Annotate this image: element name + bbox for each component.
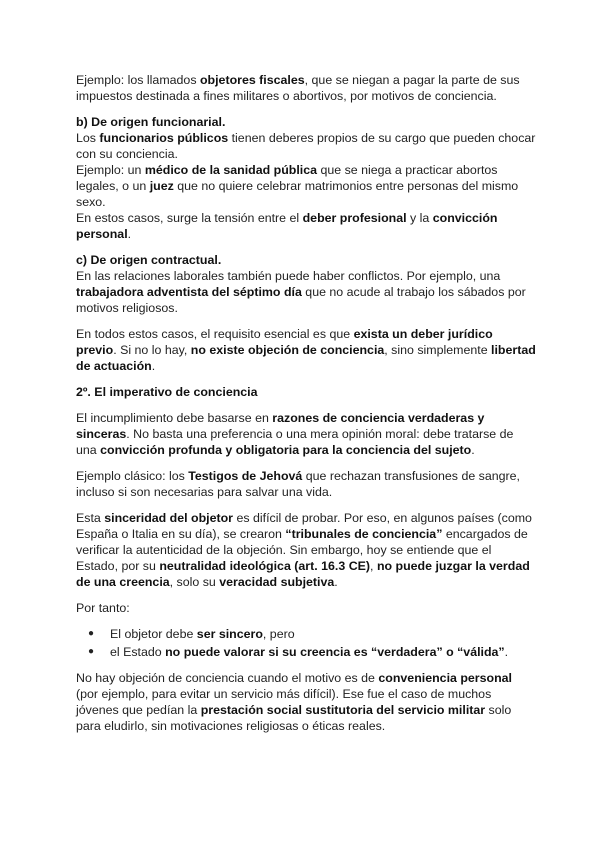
list-item: ● El objetor debe ser sincero, pero	[88, 627, 295, 641]
paragraph-por-tanto: Por tanto:	[76, 601, 130, 615]
paragraph-incumplimiento: El incumplimiento debe basarse en razones de conciencia verdaderas y sinceras. No basta una preferencia o una mera opinión moral: debe tratarse de una convicción profunda y obligatoria para la conciencia del sujeto.	[76, 411, 514, 457]
paragraph-requisito-esencial: En todos estos casos, el requisito esencial es que exista un deber jurídico previo. Si no lo hay, no existe objeción de conciencia, sino simplemente libertad de actuación.	[76, 327, 536, 373]
heading-origen-funcionarial: b) De origen funcionarial.	[76, 115, 226, 129]
bullet-icon: ●	[88, 646, 95, 657]
paragraph-testigos-jehova: Ejemplo clásico: los Testigos de Jehová que rechazan transfusiones de sangre, incluso si son necesarias para salvar una vida.	[76, 469, 520, 499]
paragraph-funcionarios: Los funcionarios públicos tienen deberes propios de su cargo que pueden chocar con su conciencia.	[76, 131, 536, 161]
paragraph-conveniencia-personal: No hay objeción de conciencia cuando el motivo es de conveniencia personal (por ejemplo, para evitar un servicio más difícil). Ese fue el caso de muchos jóvenes que pedían la prestación social sustitutoria del servicio militar solo para eludirlo, sin motivaciones religiosas o éticas reales.	[76, 671, 512, 733]
document-body	[76, 72, 536, 734]
list-item: ● el Estado no puede valorar si su creencia es “verdadera” o “válida”.	[88, 645, 509, 659]
heading-imperativo-conciencia: 2º. El imperativo de conciencia	[76, 385, 258, 399]
paragraph-relaciones-laborales: En las relaciones laborales también puede haber conflictos. Por ejemplo, una trabajadora adventista del séptimo día que no acude al trabajo los sábados por motivos religiosos.	[76, 269, 526, 315]
bullet-icon: ●	[88, 628, 95, 639]
heading-origen-contractual: c) De origen contractual.	[76, 253, 222, 267]
paragraph-tension: En estos casos, surge la tensión entre el deber profesional y la convicción personal.	[76, 211, 498, 241]
paragraph-objetores-fiscales: Ejemplo: los llamados objetores fiscales, que se niegan a pagar la parte de sus impuestos destinada a fines militares o abortivos, por motivos de conciencia.	[76, 73, 520, 103]
bullet-list	[76, 626, 536, 660]
paragraph-sinceridad: Esta sinceridad del objetor es difícil de probar. Por eso, en algunos países (como España o Italia en su día), se crearon “tribunales de conciencia” encargados de verificar la autenticidad de la objeción. Sin embargo, hoy se entiende que el Estado, por su neutralidad ideológica (art. 16.3 CE), no puede juzgar la verdad de una creencia, solo su veracidad subjetiva.	[76, 511, 532, 589]
paragraph-ejemplo-medico: Ejemplo: un médico de la sanidad pública que se niega a practicar abortos legales, o un juez que no quiere celebrar matrimonios entre personas del mismo sexo.	[76, 163, 519, 209]
